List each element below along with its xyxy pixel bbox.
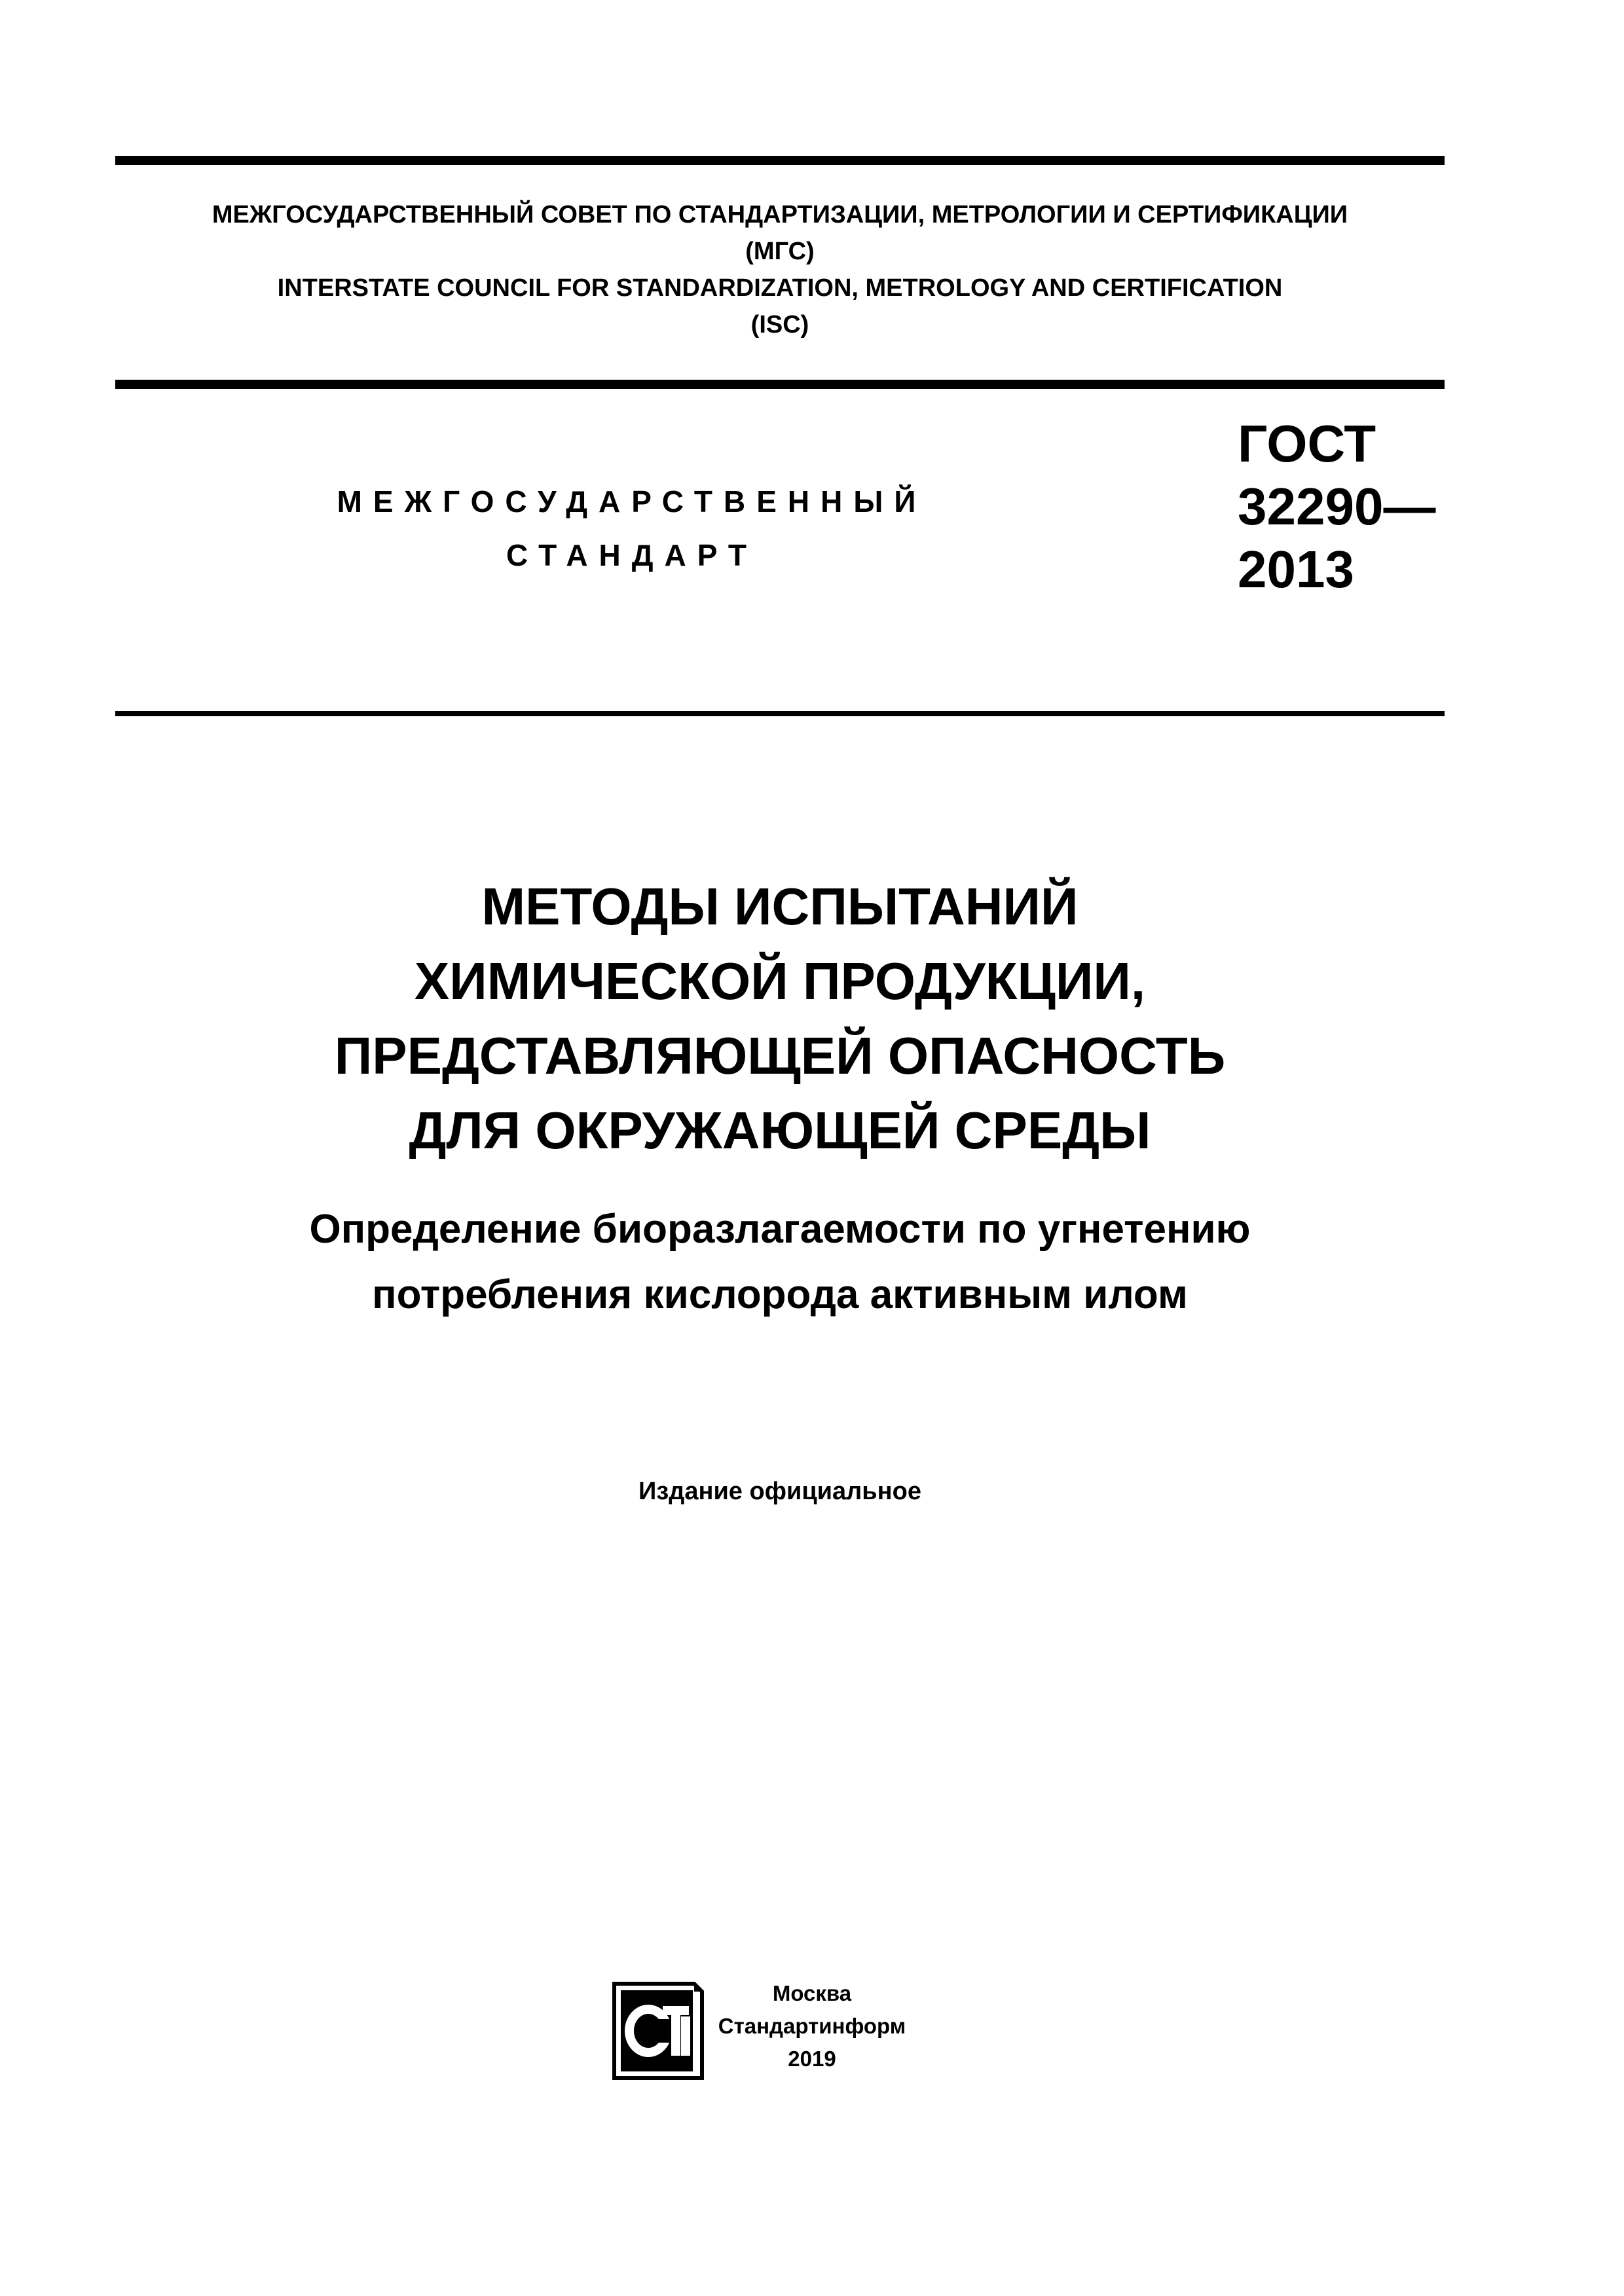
subtitle-line: Определение биоразлагаемости по угнетению — [309, 1207, 1251, 1252]
council-name-en: INTERSTATE COUNCIL FOR STANDARDIZATION, METROLOGY AND CERTIFICATION — [277, 274, 1283, 302]
document-title — [115, 869, 1445, 1168]
publisher-year: 2019 — [788, 2047, 836, 2071]
gost-designation — [1238, 412, 1435, 601]
edition-label: Издание официальное — [638, 1478, 921, 1505]
council-header — [115, 196, 1445, 343]
title-line: МЕТОДЫ ИСПЫТАНИЙ — [481, 877, 1079, 936]
title-line: ПРЕДСТАВЛЯЮЩЕЙ ОПАСНОСТЬ — [334, 1027, 1226, 1085]
title-line: ДЛЯ ОКРУЖАЮЩЕЙ СРЕДЫ — [409, 1101, 1151, 1159]
standard-kind-line1: МЕЖГОСУДАРСТВЕННЫЙ — [337, 484, 927, 519]
title-line: ХИМИЧЕСКОЙ ПРОДУКЦИИ, — [414, 952, 1146, 1010]
standard-kind — [288, 475, 976, 582]
publisher-info — [714, 1977, 910, 2075]
council-abbr-ru: (МГС) — [745, 238, 815, 265]
publisher-city: Москва — [772, 1981, 852, 2005]
document-subtitle — [115, 1197, 1445, 1328]
publisher-name: Стандартинформ — [718, 2014, 906, 2038]
middle-divider — [115, 380, 1445, 389]
standard-kind-line2: СТАНДАРТ — [506, 538, 758, 572]
gost-year: 2013 — [1238, 540, 1354, 598]
council-abbr-en: (ISC) — [750, 311, 809, 338]
council-name-ru: МЕЖГОСУДАРСТВЕННЫЙ СОВЕТ ПО СТАНДАРТИЗАЦИИ, МЕТРОЛОГИИ И СЕРТИФИКАЦИИ — [212, 201, 1348, 228]
gost-prefix: ГОСТ — [1238, 414, 1376, 473]
subtitle-line: потребления кислорода активным илом — [372, 1272, 1188, 1317]
gost-number: 32290— — [1238, 477, 1436, 536]
top-divider — [115, 156, 1445, 165]
standartinform-logo-icon — [610, 1980, 709, 2085]
bottom-divider — [115, 711, 1445, 716]
